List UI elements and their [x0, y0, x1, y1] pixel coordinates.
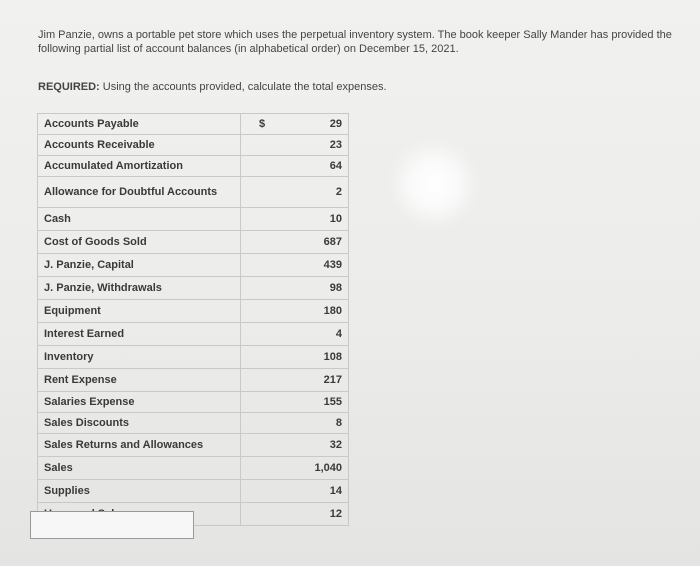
account-name: Accounts Receivable [38, 135, 241, 156]
table-row [38, 208, 349, 231]
account-name: Allowance for Doubtful Accounts [38, 177, 241, 208]
table-row [38, 177, 349, 208]
currency-symbol: $ [259, 118, 266, 130]
account-name: Salaries Expense [38, 392, 241, 413]
account-value: 217 [241, 369, 349, 392]
account-value: 10 [241, 208, 349, 231]
total-expenses-answer-input[interactable] [30, 511, 194, 539]
account-value [241, 114, 349, 135]
account-value: 64 [241, 156, 349, 177]
table-row [38, 413, 349, 434]
account-name: Rent Expense [38, 369, 241, 392]
account-value: 2 [241, 177, 349, 208]
table-row [38, 135, 349, 156]
required-label: REQUIRED: [38, 81, 100, 93]
table-row [38, 323, 349, 346]
account-name: Sales Discounts [38, 413, 241, 434]
table-row [38, 346, 349, 369]
table-row [38, 369, 349, 392]
account-value: 439 [241, 254, 349, 277]
accounts-table [37, 113, 349, 526]
account-name: Inventory [38, 346, 241, 369]
account-value: 32 [241, 434, 349, 457]
account-value: 687 [241, 231, 349, 254]
table-row [38, 156, 349, 177]
required-instruction [38, 81, 387, 93]
account-value: 180 [241, 300, 349, 323]
account-name: Supplies [38, 480, 241, 503]
account-value: 8 [241, 413, 349, 434]
table-row [38, 434, 349, 457]
table-row [38, 300, 349, 323]
account-name: J. Panzie, Capital [38, 254, 241, 277]
account-name: J. Panzie, Withdrawals [38, 277, 241, 300]
table-row [38, 254, 349, 277]
table-row [38, 480, 349, 503]
account-value: 1,040 [241, 457, 349, 480]
account-name: Cash [38, 208, 241, 231]
table-row [38, 231, 349, 254]
table-row [38, 114, 349, 135]
account-name: Sales Returns and Allowances [38, 434, 241, 457]
account-value: 4 [241, 323, 349, 346]
light-glare [388, 138, 480, 230]
account-value: 12 [241, 503, 349, 526]
account-amount: 29 [329, 118, 342, 130]
table-row [38, 457, 349, 480]
problem-intro: Jim Panzie, owns a portable pet store which uses the perpetual inventory system. The book keeper Sally Mander has provided the following partial list of account balances (in alphabetical order) on December 15, 2021. [38, 29, 672, 55]
account-value: 14 [241, 480, 349, 503]
account-name: Equipment [38, 300, 241, 323]
table-row [38, 277, 349, 300]
account-name: Accounts Payable [38, 114, 241, 135]
account-name: Sales [38, 457, 241, 480]
account-value: 23 [241, 135, 349, 156]
account-name: Accumulated Amortization [38, 156, 241, 177]
account-value: 155 [241, 392, 349, 413]
account-value: 98 [241, 277, 349, 300]
account-name: Cost of Goods Sold [38, 231, 241, 254]
table-row [38, 392, 349, 413]
required-text: Using the accounts provided, calculate the total expenses. [102, 81, 387, 93]
account-name: Interest Earned [38, 323, 241, 346]
account-value: 108 [241, 346, 349, 369]
